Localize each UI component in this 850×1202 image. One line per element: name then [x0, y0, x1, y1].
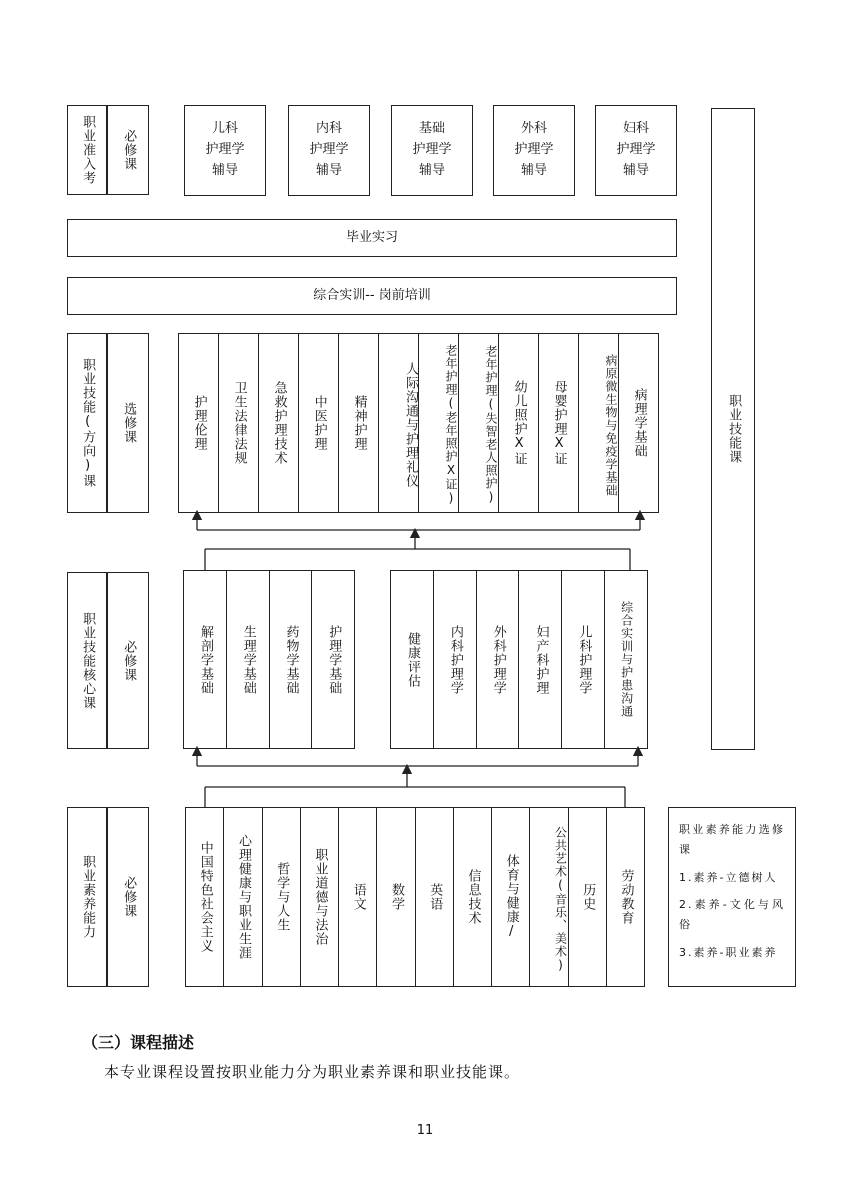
row2-course: 病原微生物与免疫学基础 [578, 334, 618, 512]
row2-course: 卫生法律法规 [218, 334, 258, 512]
row4-label: 职业素养能力 [67, 807, 107, 987]
row4-course: 语文 [338, 808, 376, 986]
row3-course: 生理学基础 [226, 571, 269, 748]
row3-course: 儿科护理学 [561, 571, 604, 748]
row2-course: 母婴护理X证 [538, 334, 578, 512]
row4-type: 必修课 [107, 807, 149, 987]
section-heading: （三）课程描述 [82, 1033, 195, 1052]
row4-course: 中国特色社会主义 [197, 841, 213, 953]
row2-course: 中医护理 [298, 334, 338, 512]
elective-note-item: 1.素养-立德树人 [679, 870, 778, 884]
row2-course: 幼儿照护X证 [498, 334, 538, 512]
elective-note-item: 2.素养-文化与风俗 [679, 898, 785, 932]
internship-bar: 毕业实习 [67, 219, 677, 257]
row3-course: 解剖学基础 [198, 624, 213, 695]
row2-course: 病理学基础 [618, 334, 658, 512]
row4-course: 信息技术 [453, 808, 491, 986]
row3-course: 药物学基础 [269, 571, 312, 748]
row2-course: 老年护理(老年照护X证) [418, 334, 458, 512]
practice-bar: 综合实训-- 岗前培训 [67, 277, 677, 315]
row1-type: 必修课 [107, 105, 149, 195]
row1-label: 职业准入考 [67, 105, 107, 195]
row1-course: 儿科 护理学 辅导 [184, 105, 266, 196]
row3-course: 综合实训与护患沟通 [604, 571, 647, 748]
row4-course: 公共艺术(音乐、美术) [529, 808, 567, 986]
row4-course: 心理健康与职业生涯 [223, 808, 261, 986]
row3-course: 内科护理学 [433, 571, 476, 748]
elective-note-item: 3.素养-职业素养 [679, 945, 778, 959]
row2-type: 选修课 [107, 333, 149, 513]
row1-course: 基础 护理学 辅导 [391, 105, 473, 196]
row3-course: 外科护理学 [476, 571, 519, 748]
right-skill-label: 职业技能课 [711, 108, 755, 750]
row3-course: 护理学基础 [311, 571, 354, 748]
row1-course: 妇科 护理学 辅导 [595, 105, 677, 196]
row4-course: 数学 [376, 808, 414, 986]
row2-course: 精神护理 [338, 334, 378, 512]
page-number: 11 [416, 1123, 434, 1138]
row2-course: 护理伦理 [191, 395, 207, 451]
row4-course: 体育与健康/ [491, 808, 529, 986]
row2-course: 人际沟通与护理礼仪 [378, 334, 418, 512]
row2-course: 急救护理技术 [258, 334, 298, 512]
row1-course: 外科 护理学 辅导 [493, 105, 575, 196]
row4-course: 历史 [568, 808, 606, 986]
row3-course: 健康评估 [405, 631, 421, 688]
elective-note-title: 职业素养能力选修课 [679, 823, 785, 856]
row3-course: 妇产科护理 [518, 571, 561, 748]
section-text: 本专业课程设置按职业能力分为职业素养课和职业技能课。 [104, 1063, 521, 1081]
row2-course: 老年护理(失智老人照护) [458, 334, 498, 512]
row4-course: 劳动教育 [606, 808, 644, 986]
row1-course: 内科 护理学 辅导 [288, 105, 370, 196]
row3-type: 必修课 [107, 572, 149, 749]
row4-course: 哲学与人生 [262, 808, 300, 986]
row4-course: 英语 [415, 808, 453, 986]
row3-label: 职业技能核心课 [67, 572, 107, 749]
row2-label: 职业技能(方向)课 [67, 333, 107, 513]
row4-course: 职业道德与法治 [300, 808, 338, 986]
